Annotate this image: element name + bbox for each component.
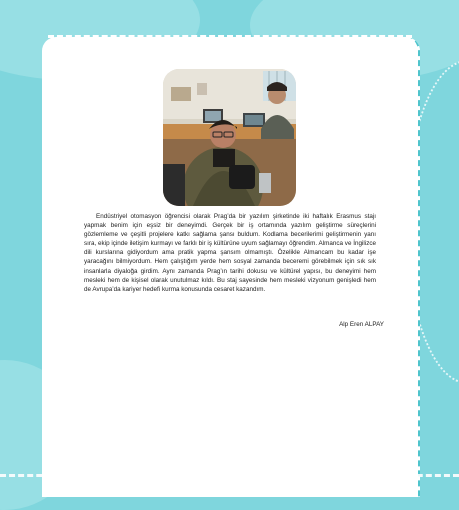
testimonial-paragraph: Endüstriyel otomasyon öğrencisi olarak Prag’da bir yazılım şirketinde iki haftalık Erasmus stajı yapmak benim için eşsiz bir deneyimdi. Gerçek bir iş ortamında yazılım geliştirme süreçlerini gözlemleme ve çeşitli projelere katkı sağlama şansı buldum. Kodlama becerilerimi geliştirmenin yanı sıra, ekip içinde iletişim kurmayı ve farklı bir iş kültürüne uyum sağlamayı öğrendim. Almanca ve İngilizce dili kurslarına gidiyordum ama pratik yapma şansım olmamıştı. Özelikle Almancam bu kadar işe yaracağını bilmiyordum. Hem çalıştığım yerde hem sosyal zamanda beceremi görebilmek için sık sık insanlarla diyaloğa girdim. Aynı zamanda Prag’ın tarihi dokusu ve kültürel yapısı, bu deneyimi hem mesleki hem de kişisel olarak unutulmaz kıldı. Bu staj sayesinde hem mesleki vizyonum genişledi hem de Avrupa’da kariyer hedefi kurma konusunda cesaret kazandım. [84,213,376,293]
internship-photo [163,69,296,206]
footer-dashed-border [0,474,459,477]
testimonial-text [84,212,376,294]
author-signature: Alp Eren ALPAY [339,321,384,328]
document-card [42,37,420,497]
